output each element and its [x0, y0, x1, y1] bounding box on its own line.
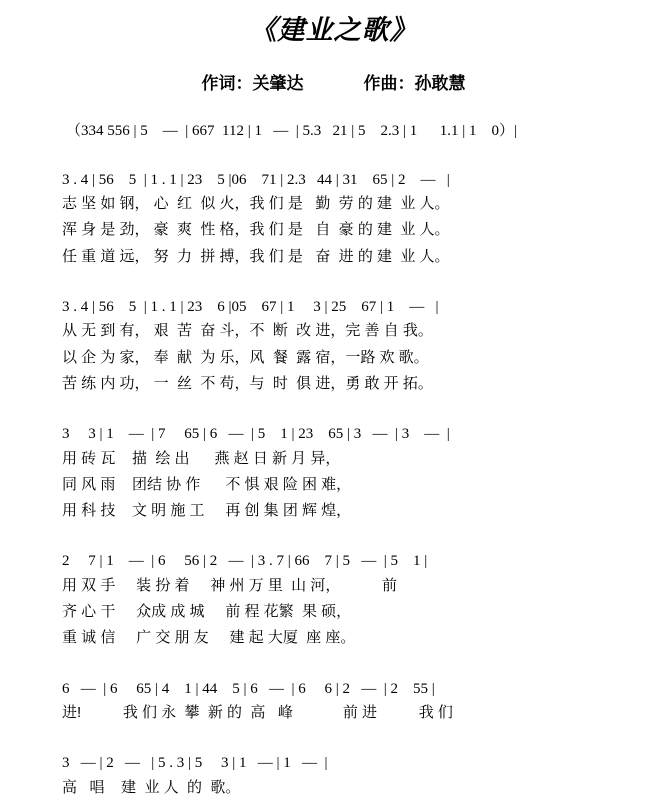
sheet-music-page — [0, 8, 667, 796]
notation-line: 6 — | 6 65 | 4 1 | 44 5 | 6 — | 6 6 | 2 — | 2 55 | — [62, 680, 435, 697]
intro-notation: （334 556 | 5 — | 667 112 | 1 — | 5.3 21 | 5 2.3 | 1 1.1 | 1 0）| — [66, 123, 517, 139]
lyric-line: 用 科 技 文 明 施 工 再 创 集 团 辉 煌， — [62, 502, 352, 519]
system-2 — [0, 296, 667, 397]
notation-line: 3 3 | 1 — | 7 65 | 6 — | 5 1 | 23 65 | 3 — | 3 — | — [62, 426, 450, 442]
notation-line: 3 . 4 | 56 5 | 1 . 1 | 23 5 |06 71 | 2.3 44 | 31 65 | 2 — | — [62, 171, 450, 188]
page-title: 《建业之歌》 — [249, 15, 418, 45]
system-1 — [0, 169, 667, 270]
lyric-line: 浑 身 是 劲， 豪 爽 性 格，我 们 是 自 豪 的 建 业 人。 — [62, 221, 450, 239]
lyric-line: 从 无 到 有， 艰 苦 奋 斗，不 断 改 进，完 善 自 我。 — [62, 322, 433, 340]
credits — [0, 69, 667, 94]
lyric-line: 以 企 为 家， 奉 献 为 乐，风 餐 露 宿，一路 欢 歌。 — [62, 348, 429, 366]
lyricist: 作词：关肇达 — [201, 74, 304, 93]
lyric-line: 用 双 手 装 扮 着 神 州 万 里 山 河， 前 — [62, 576, 398, 594]
lyric-line: 用 砖 瓦 描 绘 出 燕 赵 日 新 月 异， — [62, 449, 341, 467]
lyric-line: 进! 我 们 永 攀 新 的 高 峰 前 进 我 们 — [62, 704, 453, 721]
composer: 作曲：孙敢慧 — [363, 74, 466, 93]
lyric-line: 任 重 道 远， 努 力 拼 搏，我 们 是 奋 进 的 建 业 人。 — [62, 247, 450, 265]
system-3 — [0, 423, 667, 524]
system-4 — [0, 550, 667, 651]
intro-system — [0, 120, 667, 143]
lyric-line: 重 诚 信 广 交 朋 友 建 起 大厦 座 座。 — [62, 629, 356, 647]
notation-line: 3 — | 2 — | 5 . 3 | 5 3 | 1 — | 1 — | — [62, 755, 328, 772]
lyric-line: 志 坚 如 钢， 心 红 似 火，我 们 是 勤 劳 的 建 业 人。 — [62, 195, 450, 212]
notation-line: 2 7 | 1 — | 6 56 | 2 — | 3 . 7 | 66 7 | 5 — | 5 1 | — [62, 553, 428, 570]
lyric-line: 齐 心 干 众成 成 城 前 程 花繁 果 硕， — [62, 603, 352, 620]
notation-line: 3 . 4 | 56 5 | 1 . 1 | 23 6 |05 67 | 1 3 | 25 67 | 1 — | — [62, 298, 439, 315]
system-6 — [0, 752, 667, 801]
lyric-line: 同 风 雨 团结 协 作 不 惧 艰 险 困 难， — [62, 475, 352, 493]
lyric-line: 高 唱 建 业 人 的 歌。 — [62, 778, 241, 796]
system-5 — [0, 678, 667, 727]
lyric-line: 苦 练 内 功， 一 丝 不 苟，与 时 俱 进，勇 敢 开 拓。 — [62, 374, 433, 392]
